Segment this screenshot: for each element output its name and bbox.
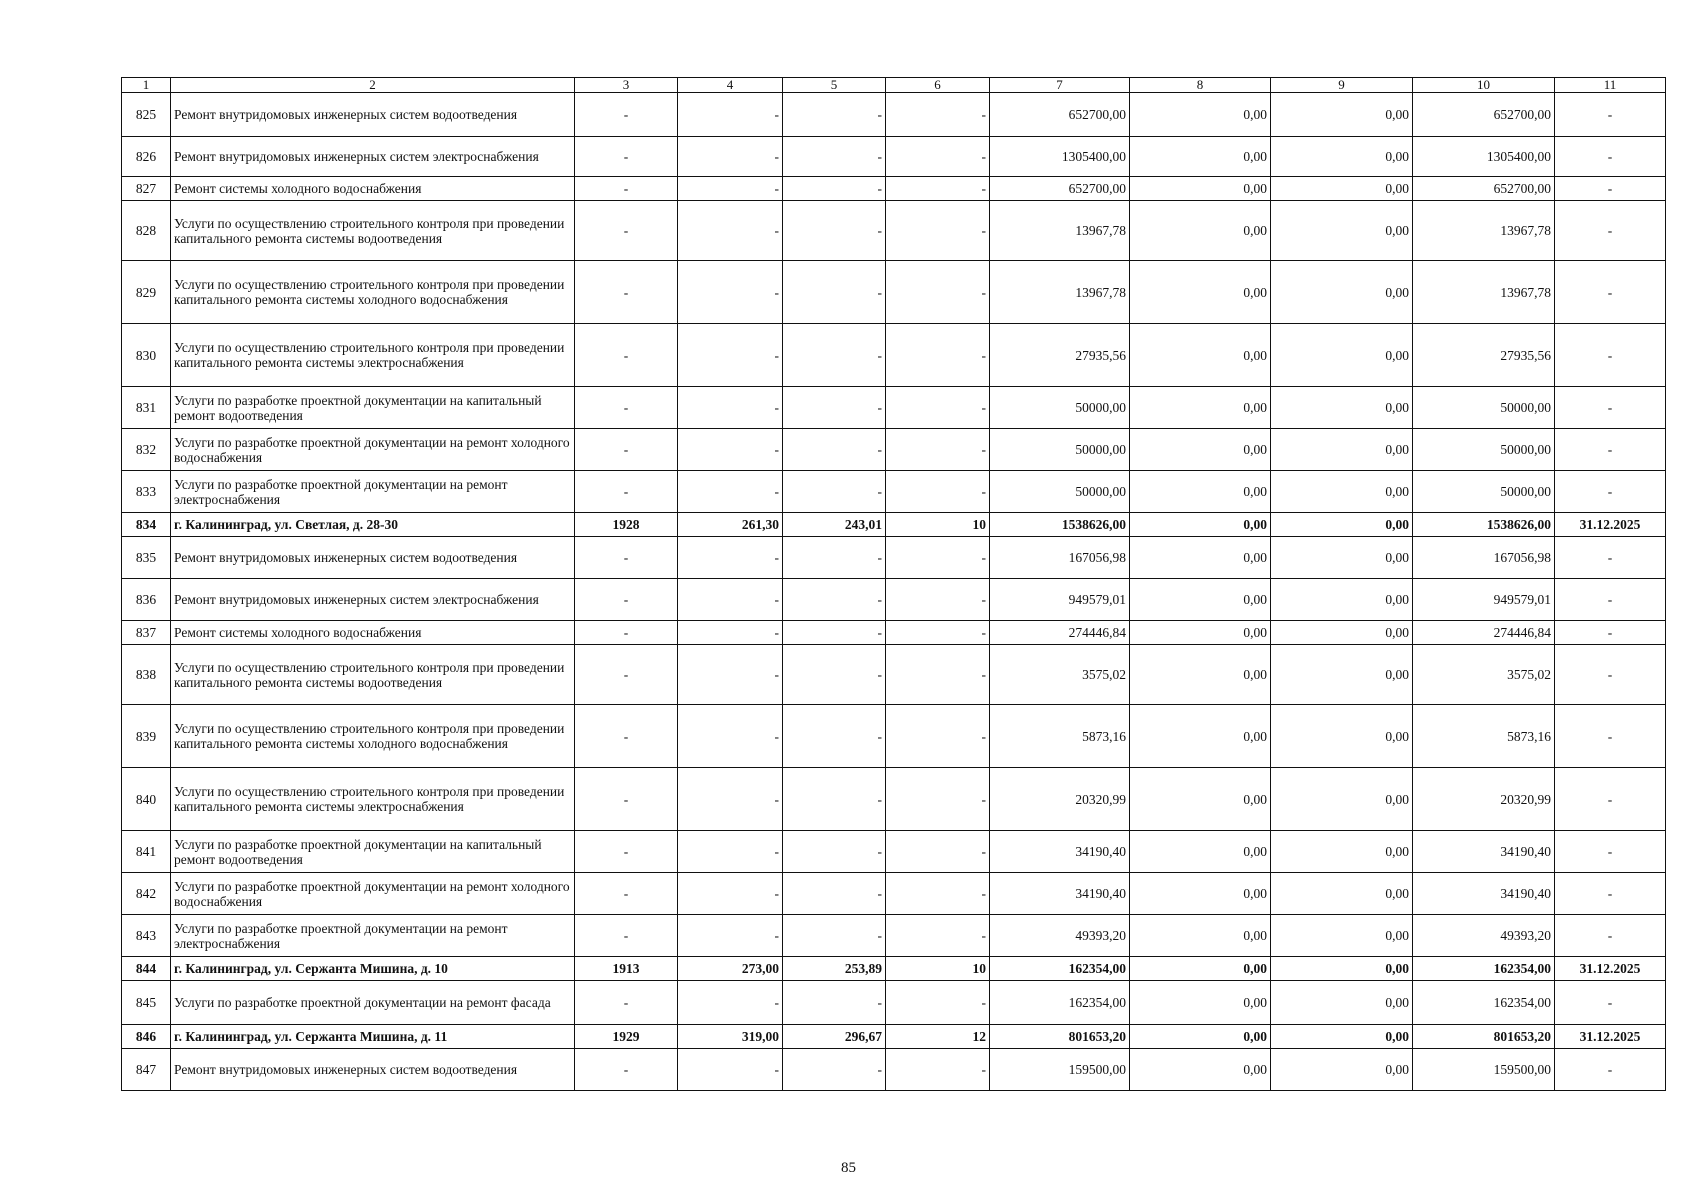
- living-area: -: [783, 645, 886, 705]
- column-number: 11: [1555, 78, 1666, 93]
- work-row: [122, 93, 1666, 137]
- owners-share: 50000,00: [1413, 429, 1555, 471]
- residents-count: -: [886, 873, 990, 915]
- total-area: 273,00: [678, 957, 783, 981]
- owners-share: 801653,20: [1413, 1025, 1555, 1049]
- build-year: -: [575, 705, 678, 768]
- row-number: 840: [122, 768, 171, 831]
- column-number: 7: [990, 78, 1130, 93]
- work-row: [122, 645, 1666, 705]
- completion-date: 31.12.2025: [1555, 513, 1666, 537]
- build-year: -: [575, 324, 678, 387]
- row-number: 843: [122, 915, 171, 957]
- work-name: Услуги по разработке проектной документации на ремонт электроснабжения: [171, 471, 575, 513]
- completion-date: -: [1555, 537, 1666, 579]
- work-name: Услуги по разработке проектной документации на ремонт холодного водоснабжения: [171, 873, 575, 915]
- budget-share: 0,00: [1271, 915, 1413, 957]
- residents-count: -: [886, 429, 990, 471]
- work-row: [122, 387, 1666, 429]
- work-row: [122, 831, 1666, 873]
- build-year: -: [575, 429, 678, 471]
- residents-count: -: [886, 93, 990, 137]
- total-cost: 159500,00: [990, 1049, 1130, 1091]
- residents-count: -: [886, 915, 990, 957]
- total-cost: 49393,20: [990, 915, 1130, 957]
- work-row: [122, 201, 1666, 261]
- row-number: 837: [122, 621, 171, 645]
- residents-count: -: [886, 705, 990, 768]
- residents-count: -: [886, 1049, 990, 1091]
- completion-date: -: [1555, 705, 1666, 768]
- work-name: Ремонт внутридомовых инженерных систем водоотведения: [171, 537, 575, 579]
- total-cost: 949579,01: [990, 579, 1130, 621]
- build-year: -: [575, 831, 678, 873]
- living-area: -: [783, 621, 886, 645]
- work-name: Ремонт внутридомовых инженерных систем электроснабжения: [171, 137, 575, 177]
- work-row: [122, 324, 1666, 387]
- living-area: -: [783, 915, 886, 957]
- build-year: -: [575, 873, 678, 915]
- total-area: -: [678, 177, 783, 201]
- total-cost: 274446,84: [990, 621, 1130, 645]
- column-number: 10: [1413, 78, 1555, 93]
- budget-share: 0,00: [1271, 705, 1413, 768]
- page-number: 85: [841, 1160, 856, 1176]
- total-cost: 167056,98: [990, 537, 1130, 579]
- build-year: -: [575, 621, 678, 645]
- row-number: 839: [122, 705, 171, 768]
- total-area: -: [678, 831, 783, 873]
- work-name: Ремонт внутридомовых инженерных систем электроснабжения: [171, 579, 575, 621]
- build-year: -: [575, 645, 678, 705]
- completion-date: 31.12.2025: [1555, 957, 1666, 981]
- living-area: -: [783, 201, 886, 261]
- address-row: [122, 513, 1666, 537]
- budget-share: 0,00: [1271, 579, 1413, 621]
- row-number: 835: [122, 537, 171, 579]
- living-area: -: [783, 261, 886, 324]
- completion-date: -: [1555, 645, 1666, 705]
- completion-date: -: [1555, 621, 1666, 645]
- residents-count: -: [886, 324, 990, 387]
- residents-count: -: [886, 177, 990, 201]
- owners-share: 27935,56: [1413, 324, 1555, 387]
- completion-date: 31.12.2025: [1555, 1025, 1666, 1049]
- completion-date: -: [1555, 201, 1666, 261]
- completion-date: -: [1555, 93, 1666, 137]
- fund-share: 0,00: [1130, 831, 1271, 873]
- total-area: -: [678, 621, 783, 645]
- build-year: -: [575, 981, 678, 1025]
- total-cost: 13967,78: [990, 261, 1130, 324]
- total-area: -: [678, 201, 783, 261]
- owners-share: 162354,00: [1413, 981, 1555, 1025]
- work-name: Услуги по осуществлению строительного контроля при проведении капитального ремонта системы водоотведения: [171, 645, 575, 705]
- work-name: Услуги по осуществлению строительного контроля при проведении капитального ремонта системы водоотведения: [171, 201, 575, 261]
- total-cost: 34190,40: [990, 873, 1130, 915]
- build-year: -: [575, 93, 678, 137]
- living-area: -: [783, 93, 886, 137]
- living-area: -: [783, 981, 886, 1025]
- living-area: -: [783, 1049, 886, 1091]
- work-name: Ремонт системы холодного водоснабжения: [171, 177, 575, 201]
- budget-share: 0,00: [1271, 645, 1413, 705]
- work-name: г. Калининград, ул. Светлая, д. 28-30: [171, 513, 575, 537]
- fund-share: 0,00: [1130, 177, 1271, 201]
- fund-share: 0,00: [1130, 1025, 1271, 1049]
- work-row: [122, 579, 1666, 621]
- fund-share: 0,00: [1130, 137, 1271, 177]
- total-area: -: [678, 471, 783, 513]
- build-year: 1928: [575, 513, 678, 537]
- fund-share: 0,00: [1130, 471, 1271, 513]
- owners-share: 652700,00: [1413, 177, 1555, 201]
- living-area: -: [783, 387, 886, 429]
- residents-count: -: [886, 537, 990, 579]
- owners-share: 3575,02: [1413, 645, 1555, 705]
- row-number: 827: [122, 177, 171, 201]
- row-number: 845: [122, 981, 171, 1025]
- row-number: 838: [122, 645, 171, 705]
- owners-share: 20320,99: [1413, 768, 1555, 831]
- living-area: -: [783, 471, 886, 513]
- work-name: Услуги по разработке проектной документации на ремонт фасада: [171, 981, 575, 1025]
- budget-share: 0,00: [1271, 1049, 1413, 1091]
- work-name: Услуги по осуществлению строительного контроля при проведении капитального ремонта системы холодного водоснабжения: [171, 705, 575, 768]
- work-row: [122, 137, 1666, 177]
- register-sheet: [121, 77, 1665, 1091]
- budget-share: 0,00: [1271, 471, 1413, 513]
- total-area: -: [678, 93, 783, 137]
- living-area: -: [783, 429, 886, 471]
- residents-count: -: [886, 387, 990, 429]
- budget-share: 0,00: [1271, 831, 1413, 873]
- work-row: [122, 705, 1666, 768]
- work-row: [122, 768, 1666, 831]
- owners-share: 34190,40: [1413, 873, 1555, 915]
- total-cost: 801653,20: [990, 1025, 1130, 1049]
- budget-share: 0,00: [1271, 513, 1413, 537]
- living-area: -: [783, 579, 886, 621]
- work-name: Услуги по разработке проектной документации на капитальный ремонт водоотведения: [171, 387, 575, 429]
- residents-count: 12: [886, 1025, 990, 1049]
- work-name: Ремонт внутридомовых инженерных систем водоотведения: [171, 1049, 575, 1091]
- living-area: 243,01: [783, 513, 886, 537]
- owners-share: 162354,00: [1413, 957, 1555, 981]
- build-year: -: [575, 387, 678, 429]
- total-cost: 1538626,00: [990, 513, 1130, 537]
- fund-share: 0,00: [1130, 261, 1271, 324]
- build-year: -: [575, 537, 678, 579]
- living-area: -: [783, 177, 886, 201]
- fund-share: 0,00: [1130, 537, 1271, 579]
- fund-share: 0,00: [1130, 645, 1271, 705]
- owners-share: 1305400,00: [1413, 137, 1555, 177]
- column-number: 8: [1130, 78, 1271, 93]
- living-area: -: [783, 705, 886, 768]
- total-area: 319,00: [678, 1025, 783, 1049]
- total-cost: 652700,00: [990, 93, 1130, 137]
- completion-date: -: [1555, 177, 1666, 201]
- total-area: -: [678, 387, 783, 429]
- budget-share: 0,00: [1271, 1025, 1413, 1049]
- fund-share: 0,00: [1130, 324, 1271, 387]
- total-cost: 13967,78: [990, 201, 1130, 261]
- residents-count: -: [886, 645, 990, 705]
- work-row: [122, 981, 1666, 1025]
- address-row: [122, 1025, 1666, 1049]
- work-name: Услуги по осуществлению строительного контроля при проведении капитального ремонта системы электроснабжения: [171, 768, 575, 831]
- work-row: [122, 429, 1666, 471]
- budget-share: 0,00: [1271, 137, 1413, 177]
- total-cost: 1305400,00: [990, 137, 1130, 177]
- owners-share: 49393,20: [1413, 915, 1555, 957]
- column-number: 9: [1271, 78, 1413, 93]
- budget-share: 0,00: [1271, 981, 1413, 1025]
- residents-count: -: [886, 621, 990, 645]
- work-row: [122, 1049, 1666, 1091]
- owners-share: 50000,00: [1413, 387, 1555, 429]
- budget-share: 0,00: [1271, 201, 1413, 261]
- work-row: [122, 915, 1666, 957]
- budget-share: 0,00: [1271, 177, 1413, 201]
- total-cost: 50000,00: [990, 429, 1130, 471]
- work-name: Ремонт внутридомовых инженерных систем водоотведения: [171, 93, 575, 137]
- owners-share: 1538626,00: [1413, 513, 1555, 537]
- work-name: Услуги по осуществлению строительного контроля при проведении капитального ремонта системы электроснабжения: [171, 324, 575, 387]
- completion-date: -: [1555, 831, 1666, 873]
- row-number: 828: [122, 201, 171, 261]
- total-area: -: [678, 705, 783, 768]
- residents-count: -: [886, 981, 990, 1025]
- fund-share: 0,00: [1130, 915, 1271, 957]
- row-number: 825: [122, 93, 171, 137]
- total-area: 261,30: [678, 513, 783, 537]
- row-number: 836: [122, 579, 171, 621]
- column-number: 6: [886, 78, 990, 93]
- total-area: -: [678, 324, 783, 387]
- total-area: -: [678, 981, 783, 1025]
- total-cost: 50000,00: [990, 471, 1130, 513]
- row-number: 841: [122, 831, 171, 873]
- build-year: -: [575, 768, 678, 831]
- budget-share: 0,00: [1271, 768, 1413, 831]
- work-row: [122, 177, 1666, 201]
- row-number: 832: [122, 429, 171, 471]
- completion-date: -: [1555, 387, 1666, 429]
- address-row: [122, 957, 1666, 981]
- owners-share: 13967,78: [1413, 261, 1555, 324]
- budget-share: 0,00: [1271, 537, 1413, 579]
- fund-share: 0,00: [1130, 768, 1271, 831]
- total-area: -: [678, 579, 783, 621]
- work-name: Услуги по разработке проектной документации на ремонт холодного водоснабжения: [171, 429, 575, 471]
- completion-date: -: [1555, 429, 1666, 471]
- residents-count: -: [886, 471, 990, 513]
- residents-count: -: [886, 831, 990, 873]
- column-number: 5: [783, 78, 886, 93]
- column-number-row: [122, 78, 1666, 93]
- total-area: -: [678, 137, 783, 177]
- build-year: -: [575, 579, 678, 621]
- completion-date: -: [1555, 261, 1666, 324]
- residents-count: 10: [886, 513, 990, 537]
- living-area: 296,67: [783, 1025, 886, 1049]
- total-cost: 34190,40: [990, 831, 1130, 873]
- row-number: 830: [122, 324, 171, 387]
- living-area: -: [783, 537, 886, 579]
- build-year: -: [575, 915, 678, 957]
- fund-share: 0,00: [1130, 579, 1271, 621]
- work-name: Услуги по осуществлению строительного контроля при проведении капитального ремонта системы холодного водоснабжения: [171, 261, 575, 324]
- owners-share: 13967,78: [1413, 201, 1555, 261]
- budget-share: 0,00: [1271, 387, 1413, 429]
- row-number: 846: [122, 1025, 171, 1049]
- owners-share: 274446,84: [1413, 621, 1555, 645]
- residents-count: -: [886, 579, 990, 621]
- total-area: -: [678, 537, 783, 579]
- row-number: 829: [122, 261, 171, 324]
- completion-date: -: [1555, 981, 1666, 1025]
- column-number: 2: [171, 78, 575, 93]
- budget-share: 0,00: [1271, 324, 1413, 387]
- work-row: [122, 621, 1666, 645]
- residents-count: -: [886, 768, 990, 831]
- completion-date: -: [1555, 915, 1666, 957]
- work-row: [122, 873, 1666, 915]
- budget-share: 0,00: [1271, 429, 1413, 471]
- owners-share: 949579,01: [1413, 579, 1555, 621]
- living-area: -: [783, 831, 886, 873]
- row-number: 844: [122, 957, 171, 981]
- residents-count: -: [886, 261, 990, 324]
- build-year: -: [575, 177, 678, 201]
- total-cost: 162354,00: [990, 981, 1130, 1025]
- build-year: -: [575, 471, 678, 513]
- build-year: 1929: [575, 1025, 678, 1049]
- fund-share: 0,00: [1130, 873, 1271, 915]
- total-cost: 162354,00: [990, 957, 1130, 981]
- fund-share: 0,00: [1130, 201, 1271, 261]
- fund-share: 0,00: [1130, 513, 1271, 537]
- total-cost: 5873,16: [990, 705, 1130, 768]
- owners-share: 159500,00: [1413, 1049, 1555, 1091]
- total-cost: 3575,02: [990, 645, 1130, 705]
- column-number: 3: [575, 78, 678, 93]
- total-area: -: [678, 429, 783, 471]
- fund-share: 0,00: [1130, 93, 1271, 137]
- fund-share: 0,00: [1130, 621, 1271, 645]
- living-area: -: [783, 873, 886, 915]
- budget-share: 0,00: [1271, 873, 1413, 915]
- column-number: 4: [678, 78, 783, 93]
- build-year: -: [575, 137, 678, 177]
- completion-date: -: [1555, 137, 1666, 177]
- build-year: -: [575, 201, 678, 261]
- owners-share: 34190,40: [1413, 831, 1555, 873]
- work-name: Ремонт системы холодного водоснабжения: [171, 621, 575, 645]
- fund-share: 0,00: [1130, 705, 1271, 768]
- row-number: 847: [122, 1049, 171, 1091]
- living-area: -: [783, 768, 886, 831]
- fund-share: 0,00: [1130, 981, 1271, 1025]
- work-row: [122, 537, 1666, 579]
- build-year: -: [575, 261, 678, 324]
- works-table: [121, 77, 1666, 1091]
- total-area: -: [678, 261, 783, 324]
- residents-count: -: [886, 201, 990, 261]
- total-area: -: [678, 768, 783, 831]
- total-area: -: [678, 1049, 783, 1091]
- completion-date: -: [1555, 1049, 1666, 1091]
- total-area: -: [678, 873, 783, 915]
- build-year: -: [575, 1049, 678, 1091]
- budget-share: 0,00: [1271, 957, 1413, 981]
- completion-date: -: [1555, 471, 1666, 513]
- row-number: 833: [122, 471, 171, 513]
- row-number: 834: [122, 513, 171, 537]
- fund-share: 0,00: [1130, 387, 1271, 429]
- living-area: -: [783, 324, 886, 387]
- total-area: -: [678, 915, 783, 957]
- owners-share: 167056,98: [1413, 537, 1555, 579]
- row-number: 831: [122, 387, 171, 429]
- owners-share: 652700,00: [1413, 93, 1555, 137]
- build-year: 1913: [575, 957, 678, 981]
- living-area: -: [783, 137, 886, 177]
- completion-date: -: [1555, 579, 1666, 621]
- completion-date: -: [1555, 324, 1666, 387]
- residents-count: 10: [886, 957, 990, 981]
- work-name: г. Калининград, ул. Сержанта Мишина, д. 11: [171, 1025, 575, 1049]
- fund-share: 0,00: [1130, 1049, 1271, 1091]
- total-cost: 20320,99: [990, 768, 1130, 831]
- budget-share: 0,00: [1271, 621, 1413, 645]
- living-area: 253,89: [783, 957, 886, 981]
- fund-share: 0,00: [1130, 957, 1271, 981]
- fund-share: 0,00: [1130, 429, 1271, 471]
- column-number: 1: [122, 78, 171, 93]
- owners-share: 5873,16: [1413, 705, 1555, 768]
- total-area: -: [678, 645, 783, 705]
- completion-date: -: [1555, 768, 1666, 831]
- work-row: [122, 261, 1666, 324]
- total-cost: 50000,00: [990, 387, 1130, 429]
- work-name: г. Калининград, ул. Сержанта Мишина, д. 10: [171, 957, 575, 981]
- total-cost: 652700,00: [990, 177, 1130, 201]
- work-name: Услуги по разработке проектной документации на капитальный ремонт водоотведения: [171, 831, 575, 873]
- total-cost: 27935,56: [990, 324, 1130, 387]
- table-body: [122, 78, 1666, 1091]
- completion-date: -: [1555, 873, 1666, 915]
- row-number: 826: [122, 137, 171, 177]
- residents-count: -: [886, 137, 990, 177]
- work-row: [122, 471, 1666, 513]
- budget-share: 0,00: [1271, 261, 1413, 324]
- work-name: Услуги по разработке проектной документации на ремонт электроснабжения: [171, 915, 575, 957]
- budget-share: 0,00: [1271, 93, 1413, 137]
- row-number: 842: [122, 873, 171, 915]
- owners-share: 50000,00: [1413, 471, 1555, 513]
